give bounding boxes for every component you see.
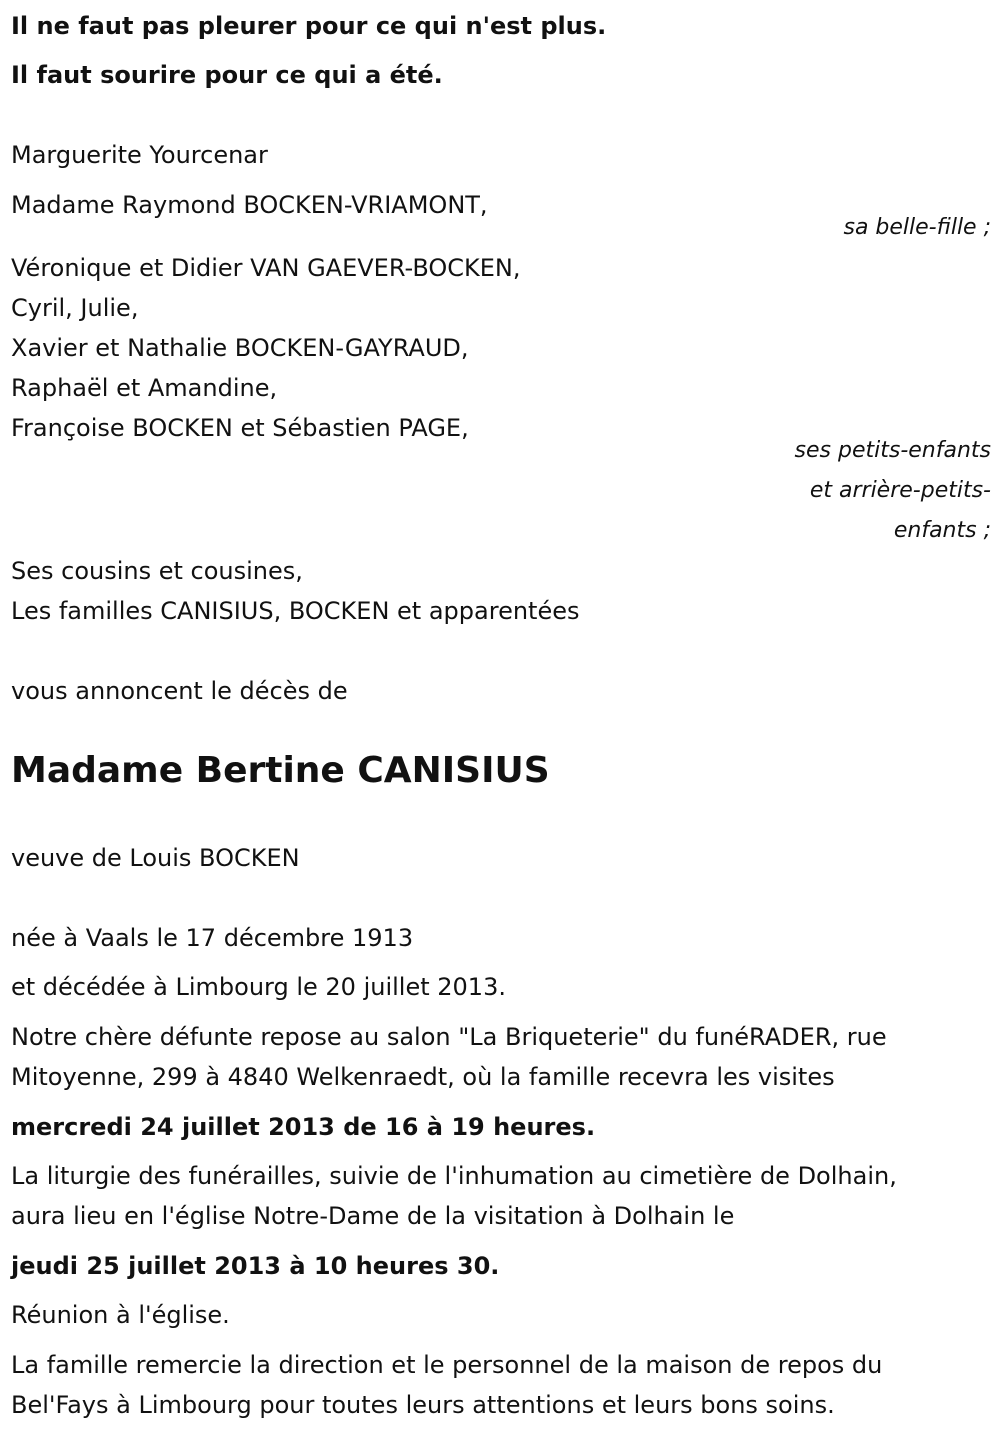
- grandchild-line: Xavier et Nathalie BOCKEN-GAYRAUD,: [11, 334, 469, 362]
- thanks-line-1: La famille remercie la direction et le personnel de la maison de repos du: [11, 1351, 883, 1379]
- daughter-in-law: Madame Raymond BOCKEN-VRIAMONT,: [11, 191, 488, 219]
- families-line: Les familles CANISIUS, BOCKEN et apparentées: [11, 597, 580, 625]
- quote-author: Marguerite Yourcenar: [11, 141, 268, 169]
- repose-line-1: Notre chère défunte repose au salon "La Briqueterie" du funéRADER, rue: [11, 1023, 887, 1051]
- death-line: et décédée à Limbourg le 20 juillet 2013.: [11, 973, 506, 1001]
- quote-line-2: Il faut sourire pour ce qui a été.: [11, 61, 443, 89]
- thanks-line-2: Bel'Fays à Limbourg pour toutes leurs attentions et leurs bons soins.: [11, 1391, 835, 1419]
- visit-date: mercredi 24 juillet 2013 de 16 à 19 heures.: [11, 1113, 596, 1141]
- liturgy-line-2: aura lieu en l'église Notre-Dame de la visitation à Dolhain le: [11, 1202, 735, 1230]
- repose-line-2: Mitoyenne, 299 à 4840 Welkenraedt, où la famille recevra les visites: [11, 1063, 835, 1091]
- widow-of: veuve de Louis BOCKEN: [11, 844, 300, 872]
- reunion-line: Réunion à l'église.: [11, 1301, 230, 1329]
- liturgy-line-1: La liturgie des funérailles, suivie de l'inhumation au cimetière de Dolhain,: [11, 1162, 897, 1190]
- grandchildren-role-line: ses petits-enfants: [794, 438, 991, 463]
- daughter-in-law-role: sa belle-fille ;: [843, 215, 991, 240]
- quote-line-1: Il ne faut pas pleurer pour ce qui n'est plus.: [11, 12, 607, 40]
- grandchild-line: Cyril, Julie,: [11, 294, 139, 322]
- announcement-intro: vous annoncent le décès de: [11, 677, 348, 705]
- grandchild-line: Françoise BOCKEN et Sébastien PAGE,: [11, 414, 469, 442]
- grandchild-line: Véronique et Didier VAN GAEVER-BOCKEN,: [11, 254, 521, 282]
- grandchildren-role-line: enfants ;: [893, 518, 991, 543]
- birth-line: née à Vaals le 17 décembre 1913: [11, 924, 414, 952]
- deceased-name: Madame Bertine CANISIUS: [11, 750, 550, 791]
- cousins-line: Ses cousins et cousines,: [11, 557, 303, 585]
- grandchild-line: Raphaël et Amandine,: [11, 374, 278, 402]
- grandchildren-role-line: et arrière-petits-: [809, 478, 991, 503]
- funeral-date: jeudi 25 juillet 2013 à 10 heures 30.: [11, 1252, 500, 1280]
